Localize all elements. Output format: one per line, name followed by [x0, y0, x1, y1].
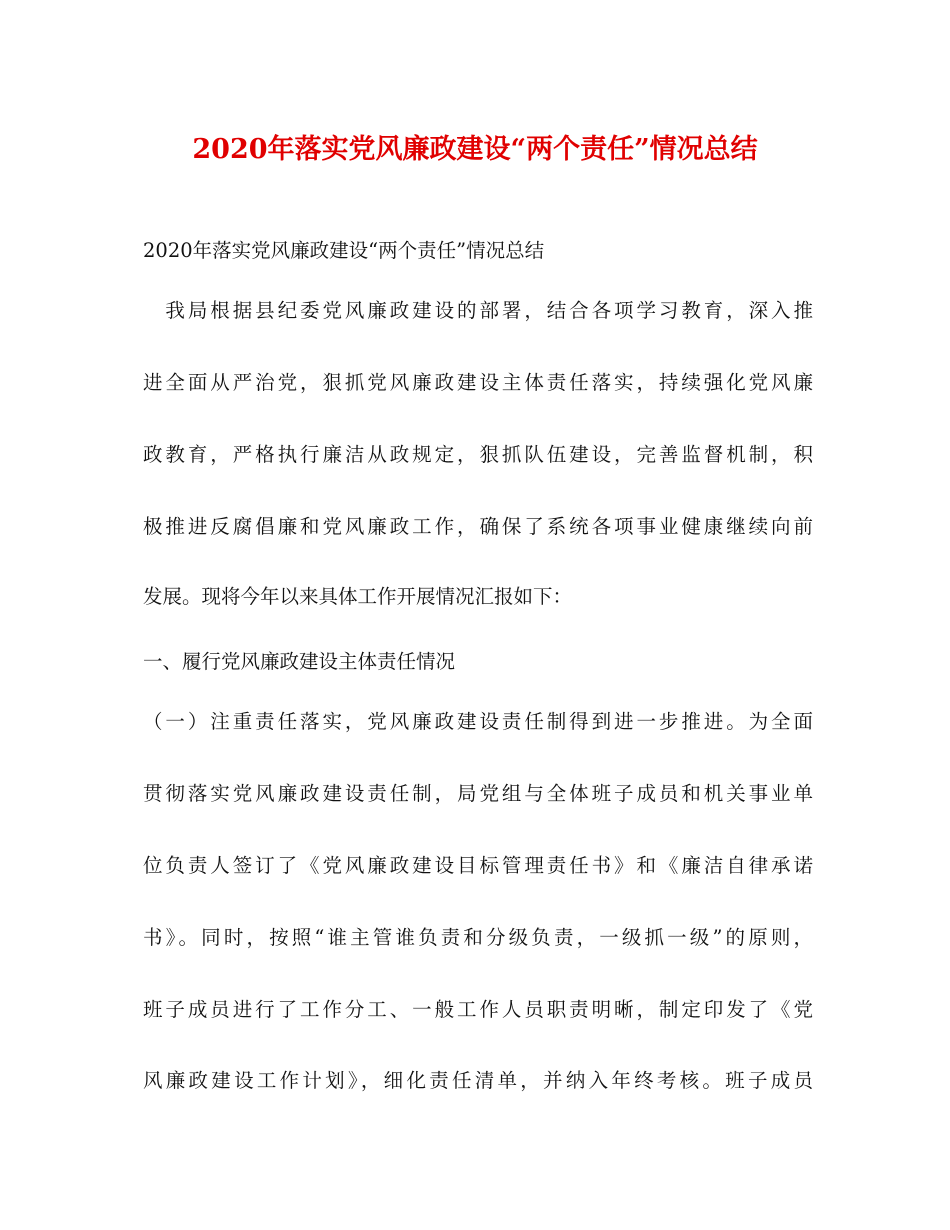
paragraph-line: 进全面从严治党，狠抓党风廉政建设主体责任落实，持续强化党风廉	[143, 371, 813, 394]
paragraph-line: 位负责人签订了《党风廉政建设目标管理责任书》和《廉洁自律承诺	[143, 854, 813, 877]
document-subtitle-line: 2020年落实党风廉政建设“两个责任”情况总结	[143, 239, 545, 262]
paragraph-line: 贯彻落实党风廉政建设责任制，局党组与全体班子成员和机关事业单	[143, 782, 813, 805]
section-heading: 一、履行党风廉政建设主体责任情况	[143, 650, 456, 673]
paragraph-line: 极推进反腐倡廉和党风廉政工作，确保了系统各项事业健康继续向前	[143, 515, 813, 538]
document-title: 2020年落实党风廉政建设“两个责任”情况总结	[192, 134, 758, 165]
paragraph-line: 发展。现将今年以来具体工作开展情况汇报如下：	[143, 585, 573, 608]
paragraph-line: 班子成员进行了工作分工、一般工作人员职责明晰，制定印发了《党	[143, 998, 813, 1021]
paragraph-line: 我局根据县纪委党风廉政建设的部署，结合各项学习教育，深入推	[143, 299, 813, 322]
paragraph-line: 政教育，严格执行廉洁从政规定，狠抓队伍建设，完善监督机制，积	[143, 443, 813, 466]
paragraph-line: 书》。同时，按照“谁主管谁负责和分级负责，一级抓一级”的原则，	[143, 926, 813, 949]
paragraph-line: （一）注重责任落实，党风廉政建设责任制得到进一步推进。为全面	[143, 710, 813, 733]
paragraph-line: 风廉政建设工作计划》，细化责任清单，并纳入年终考核。班子成员	[143, 1069, 813, 1092]
